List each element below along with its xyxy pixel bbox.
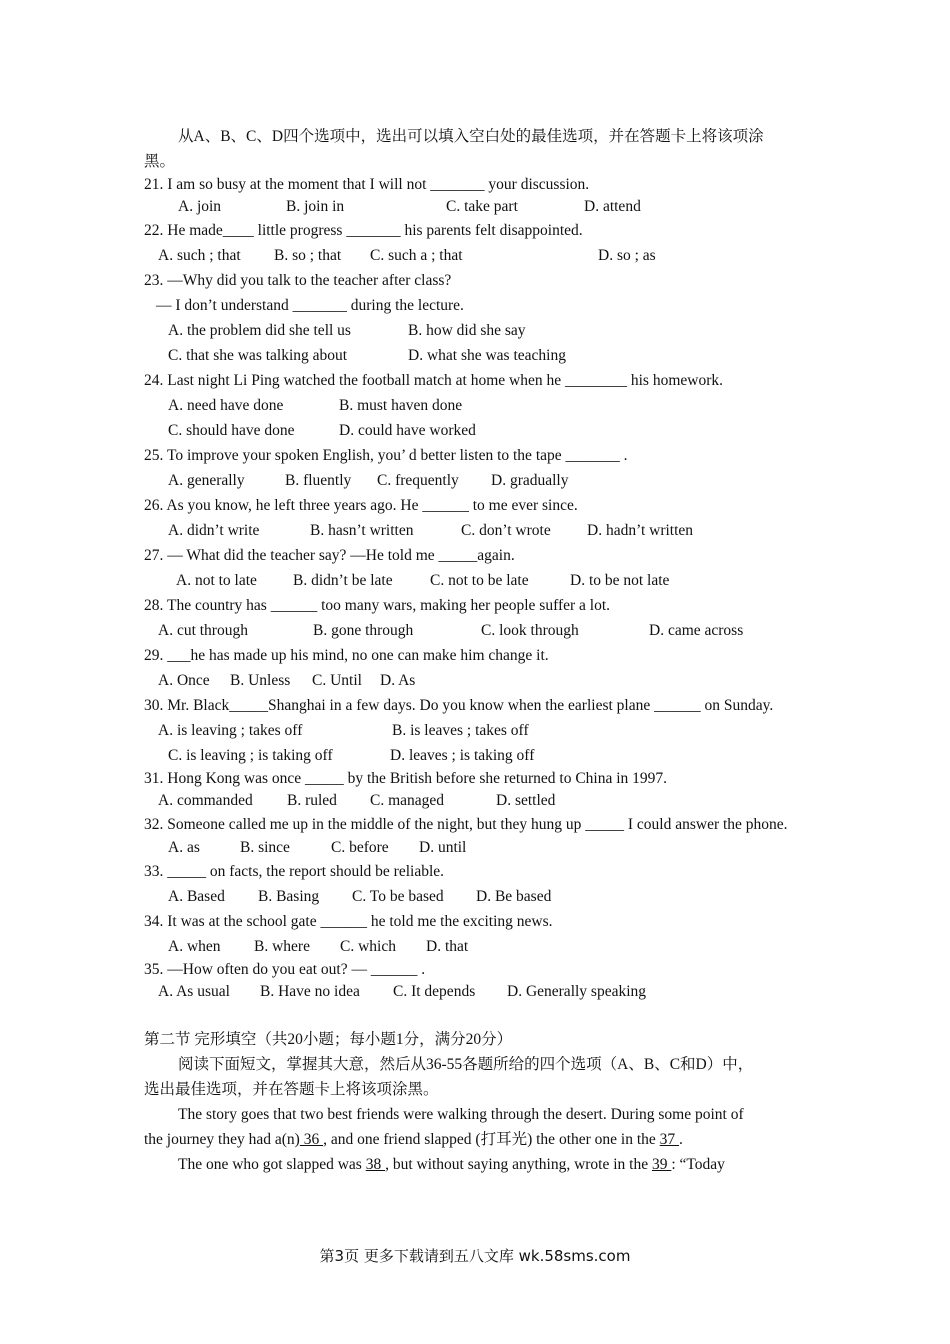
option: B. hasn’t written xyxy=(310,522,414,539)
option: B. must haven done xyxy=(339,397,463,414)
passage-text: The one who got slapped was xyxy=(178,1156,366,1173)
question-26-stem: 26. As you know, he left three years ago. He ______ to me ever since. xyxy=(144,497,578,514)
option: D. gradually xyxy=(491,472,569,489)
question-31-stem: 31. Hong Kong was once _____ by the British before she returned to China in 1997. xyxy=(144,770,668,787)
option: C. look through xyxy=(481,622,579,639)
question-23-options-row-2 xyxy=(144,343,806,368)
option: D. Be based xyxy=(476,888,552,905)
option: D. that xyxy=(426,938,469,955)
option: B. is leaves ; takes off xyxy=(392,722,529,739)
option: C. Until xyxy=(312,672,362,689)
question-28-options xyxy=(144,618,806,643)
option: A. not to late xyxy=(176,572,257,589)
option: C. managed xyxy=(370,792,445,809)
question-33-options xyxy=(144,884,806,909)
option: C. before xyxy=(331,839,389,856)
question-27-stem: 27. — What did the teacher say? —He told me _____again. xyxy=(144,547,515,564)
option: B. Unless xyxy=(230,672,291,689)
option: A. cut through xyxy=(158,622,248,639)
option: A. such ; that xyxy=(158,247,241,264)
question-24-stem: 24. Last night Li Ping watched the football match at home when he ________ his homework. xyxy=(144,372,723,389)
option: B. how did she say xyxy=(408,322,526,339)
passage-line-3 xyxy=(144,1152,806,1177)
question-31-options xyxy=(144,790,806,812)
section-2-instruction-2: 选出最佳选项，并在答题卡上将该项涂黑。 xyxy=(144,1081,439,1098)
option: A. is leaving ; takes off xyxy=(158,722,303,739)
option: A. the problem did she tell us xyxy=(168,322,351,339)
question-32-options xyxy=(144,837,806,859)
option: A. Once xyxy=(158,672,210,689)
question-25-options xyxy=(144,468,806,493)
passage-text: : “Today xyxy=(671,1156,725,1173)
question-35-stem: 35. —How often do you eat out? — ______ . xyxy=(144,961,426,978)
option: D. what she was teaching xyxy=(408,347,566,364)
option: D. Generally speaking xyxy=(507,983,647,1000)
option: C. don’t wrote xyxy=(461,522,551,539)
passage-text: . xyxy=(679,1131,683,1148)
option: A. didn’t write xyxy=(168,522,260,539)
option: D. attend xyxy=(584,198,641,215)
passage-text: , but without saying anything, wrote in the xyxy=(385,1156,652,1173)
section-gap xyxy=(144,1003,806,1027)
question-35-options xyxy=(144,981,806,1003)
option: A. As usual xyxy=(158,983,230,1000)
question-27-options xyxy=(144,568,806,593)
passage-text: , and one friend slapped (打耳光) the other one in the xyxy=(323,1131,660,1148)
question-30-options-row-1 xyxy=(144,718,806,743)
blank-36: 36 xyxy=(299,1131,324,1148)
option: B. gone through xyxy=(313,622,414,639)
option: D. until xyxy=(419,839,467,856)
intro-line-1: 从A、B、C、D四个选项中，选出可以填入空白处的最佳选项，并在答题卡上将该项涂 xyxy=(178,128,764,145)
question-23-stem: 23. —Why did you talk to the teacher after class? xyxy=(144,272,452,289)
option: D. came across xyxy=(649,622,744,639)
question-30-options-row-2 xyxy=(144,743,806,768)
passage-line-1: The story goes that two best friends were walking through the desert. During some point of xyxy=(178,1106,744,1123)
option: D. to be not late xyxy=(570,572,670,589)
passage-text: the journey they had a(n) xyxy=(144,1131,300,1148)
option: B. join in xyxy=(286,198,345,215)
option: C. It depends xyxy=(393,983,476,1000)
question-23-stem-2: — I don’t understand _______ during the lecture. xyxy=(156,297,464,314)
option: A. Based xyxy=(168,888,225,905)
option: A. need have done xyxy=(168,397,284,414)
question-24-options-row-2 xyxy=(144,418,806,443)
option: C. such a ; that xyxy=(370,247,463,264)
option: D. could have worked xyxy=(339,422,476,439)
option: C. that she was talking about xyxy=(168,347,348,364)
question-32-stem: 32. Someone called me up in the middle of the night, but they hung up _____ I could answer the phone. xyxy=(144,816,788,833)
question-22-stem: 22. He made____ little progress _______ his parents felt disappointed. xyxy=(144,222,583,239)
option: D. leaves ; is taking off xyxy=(390,747,535,764)
blank-38: 38 xyxy=(365,1156,386,1173)
question-34-stem: 34. It was at the school gate ______ he told me the exciting news. xyxy=(144,913,553,930)
option: B. ruled xyxy=(287,792,337,809)
option: B. didn’t be late xyxy=(293,572,393,589)
option: B. so ; that xyxy=(274,247,342,264)
question-22-options xyxy=(144,243,806,268)
question-34-options xyxy=(144,934,806,959)
question-24-options-row-1 xyxy=(144,393,806,418)
option: C. take part xyxy=(446,198,518,215)
option: C. frequently xyxy=(377,472,459,489)
option: C. not to be late xyxy=(430,572,529,589)
question-33-stem: 33. _____ on facts, the report should be reliable. xyxy=(144,863,445,880)
option: C. which xyxy=(340,938,396,955)
option: A. generally xyxy=(168,472,245,489)
option: A. as xyxy=(168,839,200,856)
passage-line-2 xyxy=(144,1127,806,1152)
option: C. is leaving ; is taking off xyxy=(168,747,333,764)
option: D. As xyxy=(380,672,416,689)
question-23-options-row-1 xyxy=(144,318,806,343)
option: B. fluently xyxy=(285,472,352,489)
blank-37: 37 xyxy=(659,1131,680,1148)
blank-39: 39 xyxy=(651,1156,672,1173)
option: B. since xyxy=(240,839,290,856)
question-29-stem: 29. ___he has made up his mind, no one can make him change it. xyxy=(144,647,549,664)
question-30-stem: 30. Mr. Black_____Shanghai in a few days. Do you know when the earliest plane ______ on Sunday. xyxy=(144,697,774,714)
question-25-stem: 25. To improve your spoken English, you’ d better listen to the tape _______ . xyxy=(144,447,628,464)
option: B. Basing xyxy=(258,888,320,905)
option: A. when xyxy=(168,938,221,955)
option: C. To be based xyxy=(352,888,444,905)
option: A. commanded xyxy=(158,792,253,809)
intro-line-2: 黑。 xyxy=(144,153,176,170)
option: A. join xyxy=(178,198,222,215)
exam-content xyxy=(144,124,806,1177)
question-26-options xyxy=(144,518,806,543)
section-2-instruction-1: 阅读下面短文，掌握其大意，然后从36-55各题所给的四个选项（A、B、C和D）中， xyxy=(178,1056,754,1073)
question-29-options xyxy=(144,668,806,693)
option: C. should have done xyxy=(168,422,295,439)
page-footer: 第3页 更多下载请到五八文库 wk.58sms.com xyxy=(319,1247,631,1265)
option: B. where xyxy=(254,938,310,955)
option: D. settled xyxy=(496,792,556,809)
question-21-stem: 21. I am so busy at the moment that I will not _______ your discussion. xyxy=(144,176,590,193)
section-2-heading: 第二节 完形填空（共20小题；每小题1分，满分20分） xyxy=(144,1031,513,1048)
question-28-stem: 28. The country has ______ too many wars, making her people suffer a lot. xyxy=(144,597,611,614)
question-21-options xyxy=(144,196,806,218)
option: D. so ; as xyxy=(598,247,656,264)
option: D. hadn’t written xyxy=(587,522,694,539)
option: B. Have no idea xyxy=(260,983,360,1000)
